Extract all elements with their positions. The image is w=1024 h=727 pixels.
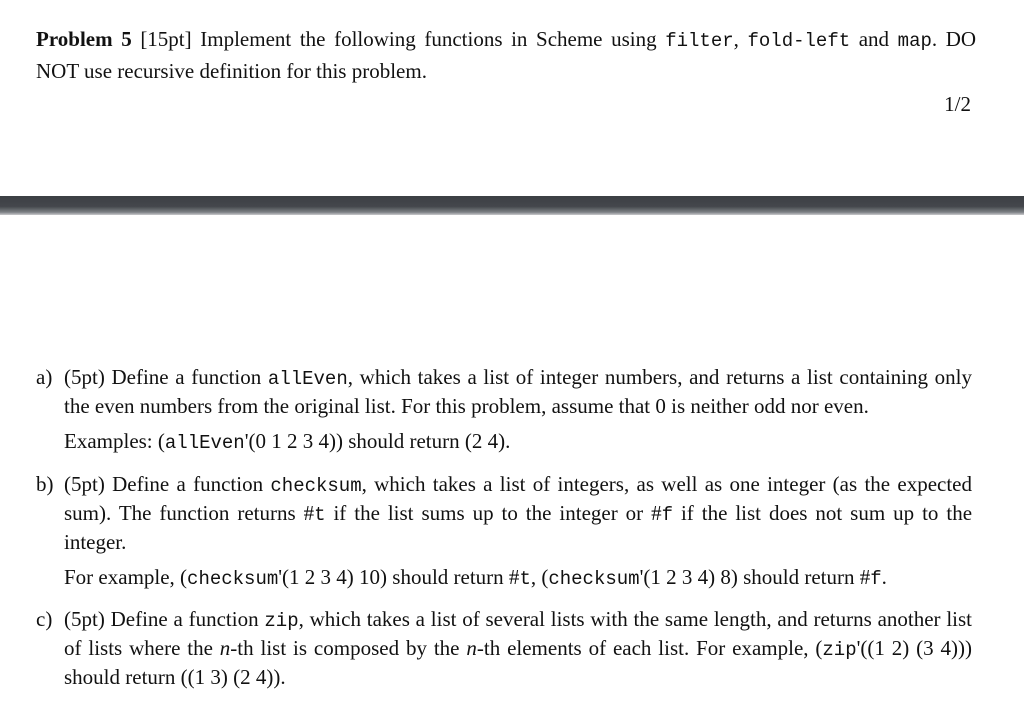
part-b-ex-sep: , ( xyxy=(530,565,549,589)
part-a-text-2: , which takes a list of integer numbers, and returns a list containing only the even numbers from the original list. For this problem, assume that 0 is neither odd nor even. xyxy=(64,365,973,418)
part-c-text-4: -th elements of each list. For example, ( xyxy=(476,636,823,660)
comma: , xyxy=(733,27,739,51)
part-c-text xyxy=(64,606,972,691)
problem-header xyxy=(36,24,976,86)
code-allEven: allEven xyxy=(267,368,348,390)
part-b-text-3: if the list sums up to the integer or # xyxy=(325,501,662,525)
part-b-text-2: , which takes a list of integers, as well as one integer (as the expected sum). The function returns # xyxy=(64,472,972,525)
and-word: and xyxy=(858,27,890,51)
code-checksum: checksum xyxy=(270,475,362,497)
part-c-text-3: -th list is composed by the xyxy=(230,636,460,660)
part-b-ex-mid: '(1 2 3 4) 10) should return # xyxy=(278,565,520,589)
code-checksum-example-1: checksum xyxy=(187,568,279,590)
part-b-label: b) xyxy=(36,472,54,496)
code-fold-left: fold-left xyxy=(747,30,851,52)
code-map: map xyxy=(897,30,932,52)
part-c-text-1: (5pt) Define a function xyxy=(64,607,259,631)
code-zip-example: zip xyxy=(822,639,857,661)
part-b-text xyxy=(64,471,972,556)
part-a-example xyxy=(64,428,972,457)
part-a-ex-rest: '(0 1 2 3 4)) should return (2 4). xyxy=(244,429,511,453)
part-a-text-1: (5pt) Define a function xyxy=(64,365,262,389)
var-n-1: n xyxy=(219,636,231,660)
part-a xyxy=(36,364,972,457)
code-false-example: f xyxy=(870,568,882,590)
part-b-example xyxy=(64,564,972,593)
part-b xyxy=(36,471,972,593)
code-checksum-example-2: checksum xyxy=(548,568,640,590)
part-a-text xyxy=(64,364,972,420)
problem-instruction: . DO NOT use recursive definition for this problem. xyxy=(36,27,977,83)
code-zip: zip xyxy=(264,610,299,632)
code-filter: filter xyxy=(665,30,734,52)
part-c-text-2: , which takes a list of several lists with the same length, and returns another list of lists where the xyxy=(64,607,972,660)
part-b-ex-mid2: '(1 2 3 4) 8) should return # xyxy=(639,565,871,589)
code-true: t xyxy=(314,504,326,526)
part-c-text-5: '((1 2) (3 4))) should return ((1 3) (2 4)). xyxy=(64,636,972,689)
code-true-example: t xyxy=(519,568,531,590)
part-b-ex-prefix: For example, ( xyxy=(64,565,188,589)
part-a-ex-prefix: Examples: ( xyxy=(64,429,165,453)
page-divider xyxy=(0,196,1024,215)
part-a-label: a) xyxy=(36,365,53,389)
part-c xyxy=(36,606,972,691)
problem-label: Problem 5 xyxy=(36,27,132,51)
page-number: 1/2 xyxy=(944,92,971,116)
code-false: f xyxy=(661,504,674,526)
part-c-label: c) xyxy=(36,607,53,631)
part-b-text-4: if the list does not sum up to the integer. xyxy=(64,501,973,554)
problem-intro: Implement the following functions in Scheme using xyxy=(200,27,657,51)
part-b-text-1: (5pt) Define a function xyxy=(64,472,264,496)
problem-points: [15pt] xyxy=(140,27,192,51)
code-allEven-example: allEven xyxy=(164,432,245,454)
var-n-2: n xyxy=(466,636,477,660)
part-b-ex-end: . xyxy=(881,565,887,589)
